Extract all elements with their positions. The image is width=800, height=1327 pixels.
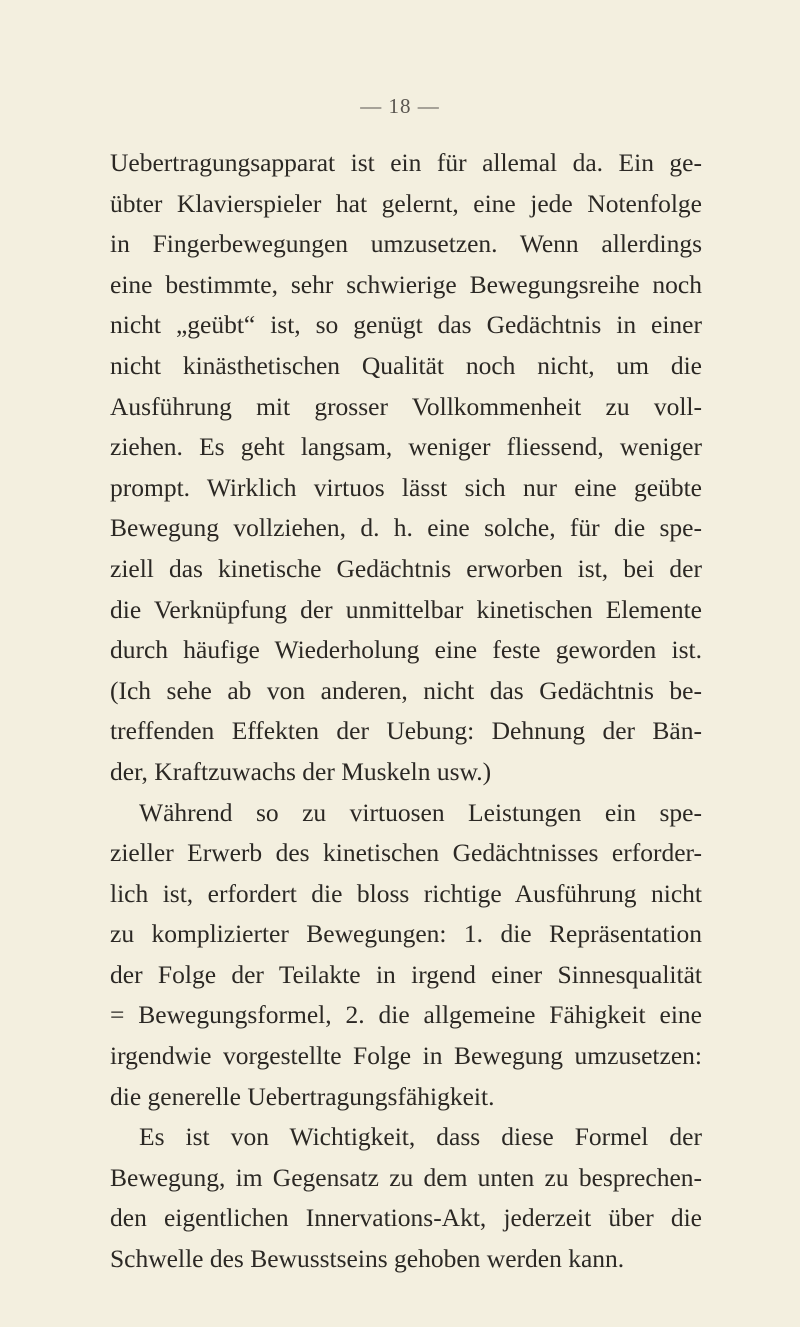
paragraph xyxy=(110,793,702,1118)
text-line: in Fingerbewegungen umzusetzen. Wenn allerdings xyxy=(110,229,702,259)
text-line: den eigentlichen Innervations-Akt, jederzeit über die xyxy=(110,1203,702,1233)
paragraph xyxy=(110,143,702,793)
text-line: Es ist von Wichtigkeit, dass diese Formel der xyxy=(139,1122,702,1152)
text-line: der, Kraftzuwachs der Muskeln usw.) xyxy=(110,756,492,786)
text-line: irgendwie vorgestellte Folge in Bewegung umzusetzen: xyxy=(110,1041,702,1071)
text-line: = Bewegungsformel, 2. die allgemeine Fähigkeit eine xyxy=(110,1000,702,1030)
text-line: zu komplizierter Bewegungen: 1. die Repräsentation xyxy=(110,919,702,949)
text-line: Bewegung, im Gegensatz zu dem unten zu besprechen- xyxy=(110,1162,702,1192)
text-line: ziell das kinetische Gedächtnis erworben ist, bei der xyxy=(110,553,702,583)
text-line: zieller Erwerb des kinetischen Gedächtnisses erforder- xyxy=(110,838,702,868)
text-line: Ausführung mit grosser Vollkommenheit zu voll- xyxy=(110,391,702,421)
text-line: Während so zu virtuosen Leistungen ein spe- xyxy=(139,797,702,827)
body-text xyxy=(110,143,702,1280)
text-line: nicht „geübt“ ist, so genügt das Gedächtnis in einer xyxy=(110,310,702,340)
text-line: der Folge der Teilakte in irgend einer Sinnesqualität xyxy=(110,959,702,989)
text-line: die generelle Uebertragungsfähigkeit. xyxy=(110,1081,495,1111)
text-line: Uebertragungsapparat ist ein für allemal da. Ein ge- xyxy=(110,148,702,177)
paragraph xyxy=(110,1117,702,1279)
text-line: Schwelle des Bewusstseins gehoben werden kann. xyxy=(110,1244,625,1274)
text-line: prompt. Wirklich virtuos lässt sich nur eine geübte xyxy=(110,472,702,502)
text-line: die Verknüpfung der unmittelbar kinetischen Elemente xyxy=(110,594,702,624)
text-line: treffenden Effekten der Uebung: Dehnung der Bän- xyxy=(110,716,702,746)
text-line: nicht kinästhetischen Qualität noch nicht, um die xyxy=(110,350,702,380)
text-line: (Ich sehe ab von anderen, nicht das Gedächtnis be- xyxy=(110,675,702,705)
text-line: lich ist, erfordert die bloss richtige Ausführung nicht xyxy=(110,878,702,908)
text-line: eine bestimmte, sehr schwierige Bewegungsreihe noch xyxy=(110,269,702,299)
text-line: durch häufige Wiederholung eine feste geworden ist. xyxy=(110,635,702,665)
text-line: Bewegung vollziehen, d. h. eine solche, für die spe- xyxy=(110,513,702,543)
page-number: — 18 — xyxy=(360,94,440,118)
text-line: ziehen. Es geht langsam, weniger fliessend, weniger xyxy=(110,432,702,462)
text-line: übter Klavierspieler hat gelernt, eine jede Notenfolge xyxy=(110,188,702,218)
